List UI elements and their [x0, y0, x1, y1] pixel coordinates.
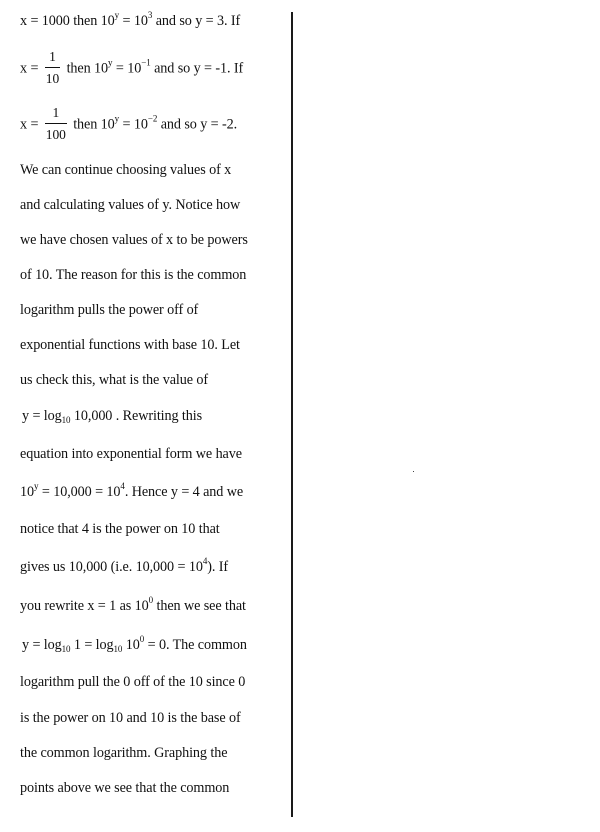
- text-segment: = 10: [119, 116, 148, 133]
- text-line: we have chosen values of x to be powers: [20, 232, 248, 248]
- fraction-numerator: 1: [49, 49, 56, 64]
- text-line: logarithm pull the 0 off of the 10 since 0: [20, 674, 246, 690]
- text-line: [20, 107, 237, 143]
- text-line: [22, 409, 202, 423]
- exponent: 0: [148, 595, 154, 605]
- text-segment: 10: [20, 484, 34, 500]
- text-line: [20, 51, 243, 87]
- text-line: [22, 634, 247, 654]
- text-line: points above we see that the common: [20, 780, 230, 796]
- fraction-numerator: 1: [52, 105, 60, 120]
- text-segment: y = log: [22, 637, 62, 653]
- column-divider: [291, 12, 293, 817]
- text-segment: x =: [20, 116, 39, 133]
- text-segment: gives us 10,000 (i.e. 10,000 = 10: [20, 559, 203, 575]
- exponent: 0: [139, 634, 145, 644]
- text-segment: and so y = 3. If: [152, 13, 241, 29]
- text-line: [20, 595, 246, 614]
- exponent: y: [34, 481, 39, 491]
- subscript: 10: [61, 644, 71, 654]
- exponent: y: [114, 113, 120, 124]
- text-segment: then 10: [66, 60, 109, 77]
- text-line: [20, 10, 241, 29]
- text-segment: = 10: [112, 60, 142, 77]
- text-line: equation into exponential form we have: [20, 446, 242, 462]
- subscript: 10: [113, 644, 123, 654]
- exponent: 3: [147, 10, 153, 20]
- text-segment: 10,000 . Rewriting this: [70, 408, 203, 424]
- text-segment: you rewrite x = 1 as 10: [20, 598, 149, 614]
- fraction-bar: [45, 67, 60, 68]
- text-line: is the power on 10 and 10 is the base of: [20, 710, 241, 726]
- fraction-denominator: 100: [45, 127, 66, 143]
- exponent: y: [108, 57, 113, 68]
- exponent: −2: [147, 113, 158, 124]
- text-line: the common logarithm. Graphing the: [20, 745, 228, 761]
- text-segment: = 10,000 = 10: [38, 484, 121, 500]
- text-segment: 1 = log: [70, 637, 114, 653]
- text-segment: 10: [122, 637, 140, 653]
- text-line: exponential functions with base 10. Let: [20, 337, 240, 353]
- text-segment: then 10: [73, 116, 115, 133]
- fraction: [45, 106, 67, 142]
- text-line: of 10. The reason for this is the common: [20, 267, 247, 283]
- exponent: −1: [141, 57, 151, 68]
- exponent: y: [114, 10, 120, 20]
- text-segment: then we see that: [153, 598, 246, 614]
- text-line: us check this, what is the value of: [20, 372, 208, 388]
- text-segment: x = 1000 then 10: [20, 13, 115, 29]
- text-segment: and so y = -2.: [157, 116, 238, 133]
- text-segment: x =: [20, 60, 39, 77]
- text-segment: = 10: [119, 13, 148, 29]
- text-line: [20, 481, 244, 500]
- text-line: logarithm pulls the power off of: [20, 302, 199, 318]
- fraction-bar: [45, 123, 67, 124]
- scan-speck: [413, 471, 414, 472]
- text-segment: ). If: [207, 559, 229, 575]
- exponent: 4: [120, 481, 125, 491]
- subscript: 10: [61, 415, 71, 425]
- text-segment: y = log: [22, 408, 62, 424]
- fraction: [45, 50, 60, 86]
- text-line: notice that 4 is the power on 10 that: [20, 521, 220, 537]
- text-segment: = 0. The common: [144, 637, 247, 653]
- text-line: and calculating values of y. Notice how: [20, 197, 241, 213]
- text-segment: and so y = -1. If: [150, 60, 244, 77]
- fraction-denominator: 10: [45, 71, 60, 87]
- text-line: [20, 556, 229, 575]
- exponent: 4: [202, 556, 208, 566]
- text-line: We can continue choosing values of x: [20, 162, 232, 178]
- text-segment: . Hence y = 4 and we: [124, 484, 244, 500]
